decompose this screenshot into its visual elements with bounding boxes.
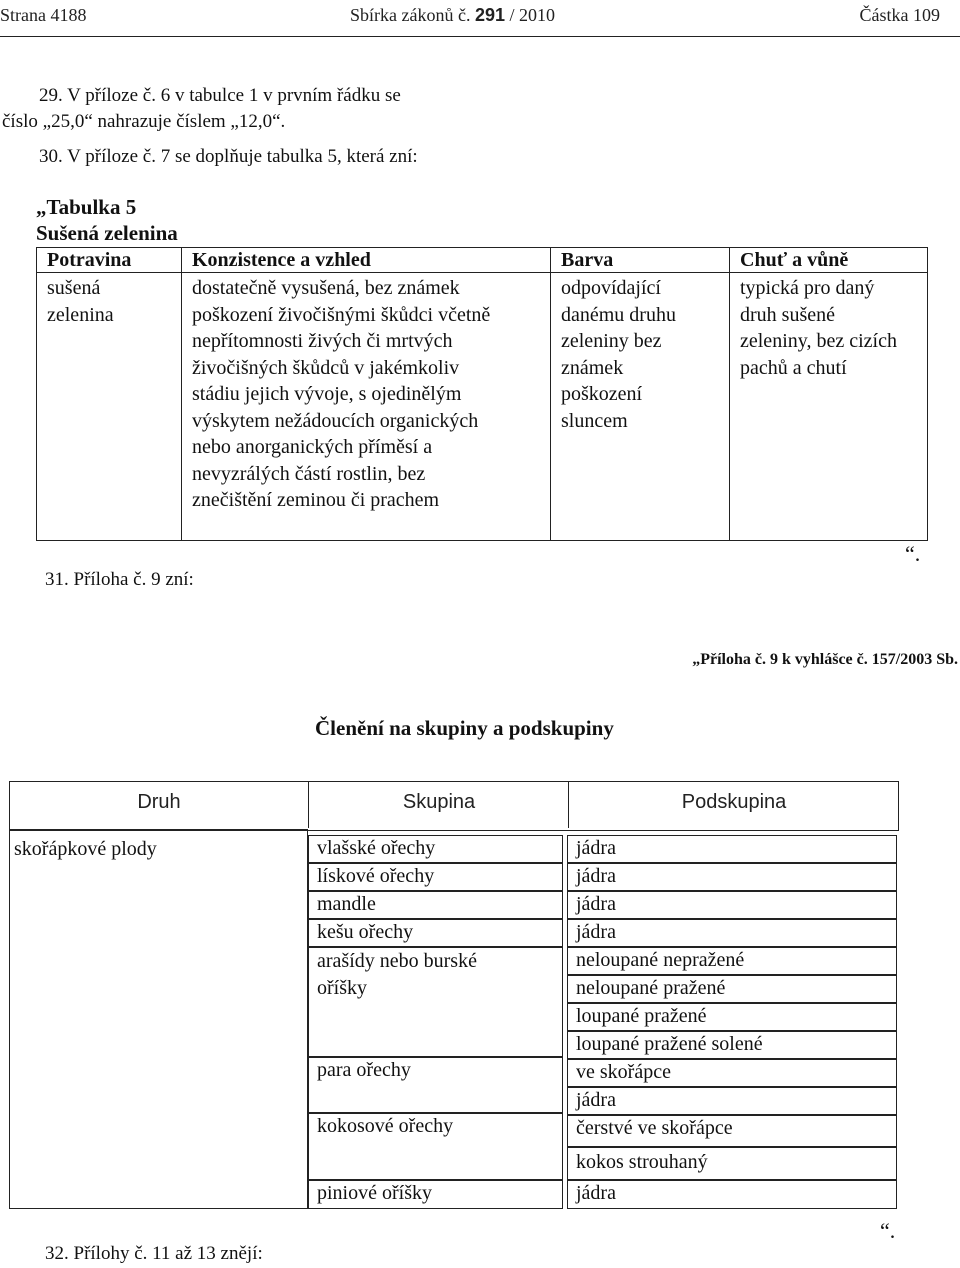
annex9-heading: Členění na skupiny a podskupiny bbox=[315, 716, 614, 740]
table5-header-chut: Chuť a vůně bbox=[730, 248, 928, 273]
annex9-podskupina-cell bbox=[567, 947, 897, 975]
annex9-podskupina-cell bbox=[567, 919, 897, 947]
skupina-text: kešu ořechy bbox=[317, 921, 414, 943]
cell-line: nebo anorganických příměsí a bbox=[192, 436, 433, 458]
annex9-druh-text: skořápkové plody bbox=[14, 838, 157, 860]
annex9-podskupina-cell bbox=[567, 1147, 897, 1180]
cell-line: poškození bbox=[561, 383, 643, 405]
podskupina-text: jádra bbox=[576, 1182, 616, 1204]
skupina-text: lískové ořechy bbox=[317, 865, 435, 887]
annex9-skupina-cell bbox=[308, 1113, 563, 1180]
skupina-text: kokosové ořechy bbox=[317, 1115, 454, 1137]
podskupina-text: jádra bbox=[576, 837, 616, 859]
table5-header-row bbox=[37, 248, 928, 273]
skupina-text: oříšky bbox=[317, 977, 367, 999]
table5-header-potravina: Potravina bbox=[37, 248, 182, 273]
annex9-closing-quote: “. bbox=[880, 1218, 896, 1243]
cell-line: typická pro daný bbox=[740, 277, 875, 299]
annex9-header-druh: Druh bbox=[10, 782, 309, 828]
podskupina-text: čerstvé ve skořápce bbox=[576, 1117, 733, 1139]
cell-line: pachů a chutí bbox=[740, 356, 847, 379]
page-number: Strana 4188 bbox=[0, 5, 87, 25]
skupina-text: mandle bbox=[317, 893, 376, 915]
paragraph-30: 30. V příloze č. 7 se doplňuje tabulka 5, která zní: bbox=[39, 146, 418, 167]
annex9-skupina-cell bbox=[308, 1180, 563, 1209]
cell-line: odpovídající bbox=[561, 277, 661, 299]
podskupina-text: kokos strouhaný bbox=[576, 1151, 708, 1173]
page-header bbox=[0, 0, 960, 37]
issue-part: Částka 109 bbox=[859, 5, 940, 25]
podskupina-text: jádra bbox=[576, 921, 616, 943]
annex9-table-header bbox=[9, 781, 899, 831]
table5 bbox=[36, 247, 928, 541]
cell-line: sušená bbox=[47, 277, 101, 299]
table5-closing-quote: “. bbox=[905, 541, 921, 566]
annex9-podskupina-cell bbox=[567, 1003, 897, 1031]
annex9-podskupina-cell bbox=[567, 863, 897, 891]
podskupina-text: jádra bbox=[576, 893, 616, 915]
annex9-podskupina-cell bbox=[567, 975, 897, 1003]
journal-number: 291 bbox=[474, 5, 506, 25]
annex9-podskupina-cell bbox=[567, 1059, 897, 1087]
table5-cell-potravina bbox=[37, 273, 182, 541]
cell-line: zelenina bbox=[47, 303, 114, 326]
skupina-text: vlašské ořechy bbox=[317, 837, 436, 859]
annex9-skupina-cell bbox=[308, 947, 563, 1057]
cell-line: nepřítomnosti živých či mrtvých bbox=[192, 330, 453, 352]
annex9-skupina-cell bbox=[308, 863, 563, 891]
podskupina-text: loupané pražené bbox=[576, 1005, 707, 1027]
skupina-text: arašídy nebo burské bbox=[317, 950, 477, 972]
annex9-skupina-cell bbox=[308, 835, 563, 863]
cell-line: druh sušené bbox=[740, 303, 835, 326]
table5-cell-chut bbox=[730, 273, 928, 541]
skupina-text: piniové oříšky bbox=[317, 1182, 432, 1204]
journal-year: / 2010 bbox=[509, 5, 556, 25]
annex9-header-podskupina: Podskupina bbox=[681, 791, 787, 813]
annex9-podskupina-cell bbox=[567, 835, 897, 863]
podskupina-text: jádra bbox=[576, 1089, 616, 1111]
table5-header-konzistence: Konzistence a vzhled bbox=[182, 248, 551, 273]
cell-line: živočišných škůdců v jakémkoliv bbox=[192, 356, 460, 379]
podskupina-text: ve skořápce bbox=[576, 1061, 671, 1083]
annex9-podskupina-cell bbox=[567, 1031, 897, 1059]
cell-line: známek bbox=[561, 356, 624, 379]
paragraph-32: 32. Přílohy č. 11 až 13 znějí: bbox=[45, 1243, 263, 1264]
cell-line: dostatečně vysušená, bez známek bbox=[192, 277, 460, 299]
cell-line: výskytem nežádoucích organických bbox=[192, 409, 479, 432]
cell-line: sluncem bbox=[561, 409, 628, 432]
cell-line: znečištění zeminou či prachem bbox=[192, 489, 440, 511]
podskupina-text: loupané pražené solené bbox=[576, 1033, 763, 1055]
cell-line: zeleniny, bez cizích bbox=[740, 330, 897, 352]
annex9-skupina-cell bbox=[308, 919, 563, 947]
cell-line: poškození živočišnými škůdci včetně bbox=[192, 303, 491, 326]
cell-line: stádiu jejich vývoje, s ojedinělým bbox=[192, 383, 462, 405]
paragraph-31: 31. Příloha č. 9 zní: bbox=[45, 569, 194, 590]
table5-title: „Tabulka 5 bbox=[36, 195, 137, 219]
cell-line: danému druhu bbox=[561, 303, 676, 326]
podskupina-text: neloupané nepražené bbox=[576, 949, 745, 971]
paragraph-29-line2: číslo „25,0“ nahrazuje číslem „12,0“. bbox=[2, 111, 286, 132]
table5-cell-barva bbox=[551, 273, 730, 541]
journal-title bbox=[350, 5, 555, 26]
skupina-text: para ořechy bbox=[317, 1059, 411, 1081]
table5-header-barva: Barva bbox=[551, 248, 730, 273]
cell-line: zeleniny bez bbox=[561, 330, 662, 352]
annex9-skupina-cell bbox=[308, 1057, 563, 1113]
journal-name: Sbírka zákonů č. bbox=[350, 5, 471, 25]
podskupina-text: jádra bbox=[576, 865, 616, 887]
annex9-reference: „Příloha č. 9 k vyhlášce č. 157/2003 Sb. bbox=[692, 651, 958, 668]
annex9-skupina-cell bbox=[308, 891, 563, 919]
table5-row bbox=[37, 273, 928, 541]
table5-subtitle: Sušená zelenina bbox=[36, 221, 178, 245]
annex9-podskupina-cell bbox=[567, 1087, 897, 1115]
table5-cell-konzistence bbox=[182, 273, 551, 541]
annex9-header-skupina: Skupina bbox=[310, 782, 569, 828]
annex9-druh-cell bbox=[9, 829, 308, 1209]
annex9-podskupina-cell bbox=[567, 1180, 897, 1209]
annex9-podskupina-cell bbox=[567, 1115, 897, 1147]
paragraph-29-line1: 29. V příloze č. 6 v tabulce 1 v prvním řádku se bbox=[39, 85, 401, 106]
podskupina-text: neloupané pražené bbox=[576, 977, 726, 999]
annex9-podskupina-cell bbox=[567, 891, 897, 919]
cell-line: nevyzrálých částí rostlin, bez bbox=[192, 462, 426, 485]
